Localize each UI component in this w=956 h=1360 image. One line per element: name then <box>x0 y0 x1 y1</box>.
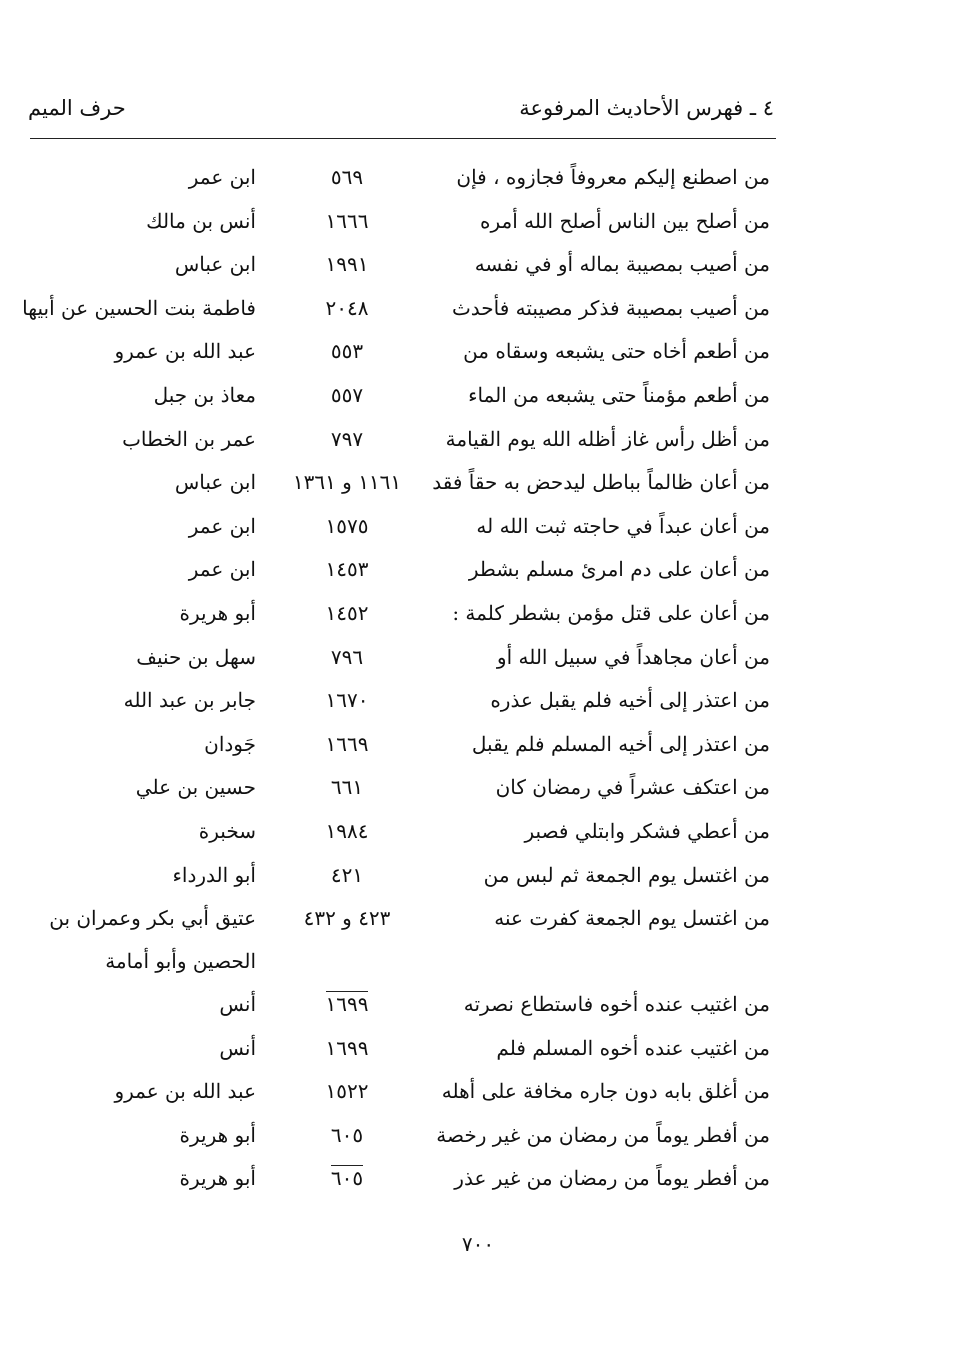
index-row <box>0 897 956 983</box>
hadith-number: ٥٥٣ <box>330 339 364 364</box>
index-row <box>0 1027 956 1071</box>
header-divider <box>30 138 776 139</box>
index-row <box>0 418 956 462</box>
hadith-number: ١٦٩٩ <box>325 1035 369 1060</box>
narrator: عبد الله بن عمرو <box>114 1079 256 1104</box>
hadith-text: من أعان عبداً في حاجته ثبت الله له <box>476 513 770 538</box>
hadith-text: من أعان على قتل مؤمن بشطر كلمة : <box>452 600 770 625</box>
index-row <box>0 766 956 810</box>
hadith-number: ١٤٥٢ <box>325 600 369 625</box>
hadith-text: من أصيب بمصيبة بماله أو في نفسه <box>474 252 770 277</box>
narrator: حسين بن علي <box>135 775 256 800</box>
hadith-text: من أفطر يوماً من رمضان من غير عذر <box>454 1166 770 1191</box>
hadith-number: ١٦٦٩ <box>325 731 369 756</box>
narrator: ابن عباس <box>174 470 256 495</box>
hadith-text: من اغتيب عنده أخوه المسلم فلم <box>496 1035 770 1060</box>
page-header <box>28 96 774 136</box>
hadith-number: ٦٦١ <box>330 775 364 800</box>
hadith-number: ١٥٧٥ <box>325 513 369 538</box>
hadith-number: ١٩٩١ <box>325 252 369 277</box>
index-row <box>0 723 956 767</box>
hadith-text: من أعان مجاهداً في سبيل الله أو <box>496 644 770 669</box>
hadith-index-list <box>0 156 956 1201</box>
hadith-number: ٢٠٤٨ <box>325 295 369 320</box>
narrator: سخبرة <box>198 818 256 843</box>
hadith-text: من أصلح بين الناس أصلح الله أمره <box>479 208 770 233</box>
index-row <box>0 1070 956 1114</box>
narrator: عتيق أبي بكر وعمران بن الحصين وأبو أمامة <box>49 906 256 974</box>
index-row <box>0 505 956 549</box>
index-row <box>0 548 956 592</box>
narrator: جَودان <box>204 731 256 756</box>
hadith-number: ١١٦١ و ١٣٦١ <box>292 470 402 495</box>
hadith-number: ١٦٧٠ <box>325 688 369 713</box>
narrator: فاطمة بنت الحسين عن أبيها <box>22 295 256 320</box>
hadith-number: ٧٩٧ <box>330 426 364 451</box>
index-row <box>0 156 956 200</box>
hadith-text: من أعان ظالماً بباطل ليدحض به حقاً فقد <box>432 470 770 495</box>
hadith-text: من أعطي فشكر وابتلي فصبر <box>524 818 770 843</box>
narrator: جابر بن عبد الله <box>123 688 256 713</box>
index-row <box>0 679 956 723</box>
index-title: ٤ ـ فهرس الأحاديث المرفوعة <box>519 96 774 120</box>
hadith-text: من اصطنع إليكم معروفاً فجازوه ، فإن <box>456 165 770 189</box>
hadith-text: من اعتذر إلى أخيه المسلم فلم يقبل <box>471 731 770 756</box>
hadith-number: ٥٥٧ <box>330 382 364 407</box>
narrator: عبد الله بن عمرو <box>114 339 256 364</box>
hadith-number: ١٩٨٤ <box>325 818 369 843</box>
hadith-text: من أظل رأس غاز أظله الله يوم القيامة <box>445 426 770 451</box>
index-row <box>0 374 956 418</box>
index-row <box>0 810 956 854</box>
hadith-text: من أطعم مؤمناً حتى يشبعه من الماء <box>468 382 770 407</box>
index-row <box>0 983 956 1027</box>
index-row <box>0 1157 956 1201</box>
hadith-text: من أفطر يوماً من رمضان من غير رخصة <box>436 1122 770 1147</box>
narrator: أبو الدرداء <box>172 862 256 887</box>
narrator: أبو هريرة <box>179 600 256 625</box>
hadith-text: من اغتسل يوم الجمعة ثم لبس من <box>483 862 770 887</box>
hadith-number: ١٦٩٩ <box>325 992 369 1017</box>
hadith-number: ٤٢٣ و ٤٣٢ <box>303 906 391 931</box>
hadith-text: من أطعم أخاه حتى يشبعه وسقاه من <box>463 339 770 364</box>
narrator: أبو هريرة <box>179 1122 256 1147</box>
hadith-number: ٦٠٥ <box>330 1166 364 1191</box>
index-row <box>0 592 956 636</box>
narrator: ابن عمر <box>188 557 256 582</box>
hadith-number: ٥٦٩ <box>330 165 364 189</box>
narrator: سهل بن حنيف <box>136 644 256 669</box>
letter-section: حرف الميم <box>28 96 126 120</box>
page-number: ٧٠٠ <box>461 1232 495 1256</box>
narrator: أنس <box>219 1035 256 1060</box>
narrator: ابن عمر <box>188 165 256 189</box>
hadith-number: ١٤٥٣ <box>325 557 369 582</box>
narrator: أبو هريرة <box>179 1166 256 1191</box>
hadith-number: ٤٢١ <box>330 862 364 887</box>
narrator: ابن عباس <box>174 252 256 277</box>
hadith-text: من اعتكف عشراً في رمضان كان <box>495 775 770 800</box>
hadith-text: من اغتسل يوم الجمعة كفرت عنه <box>494 906 770 931</box>
narrator: ابن عمر <box>188 513 256 538</box>
hadith-number: ٧٩٦ <box>330 644 364 669</box>
hadith-text: من اغتيب عنده أخوه فاستطاع نصرته <box>463 992 770 1017</box>
index-row <box>0 636 956 680</box>
narrator: أنس <box>219 992 256 1017</box>
hadith-text: من اعتذر إلى أخيه فلم يقبل عذره <box>490 688 770 713</box>
index-row <box>0 330 956 374</box>
index-row <box>0 200 956 244</box>
narrator: معاذ بن جبل <box>153 382 256 407</box>
hadith-number: ١٥٢٢ <box>325 1079 369 1104</box>
index-row <box>0 1114 956 1158</box>
narrator: أنس بن مالك <box>146 208 256 233</box>
index-row <box>0 461 956 505</box>
hadith-text: من أصيب بمصيبة فذكر مصيبته فأحدث <box>451 295 770 320</box>
hadith-number: ١٦٦٦ <box>325 208 369 233</box>
narrator: عمر بن الخطاب <box>122 426 256 451</box>
hadith-text: من أغلق بابه دون جاره مخافة على أهله <box>441 1079 770 1104</box>
index-row <box>0 243 956 287</box>
index-row <box>0 854 956 898</box>
index-row <box>0 287 956 331</box>
hadith-text: من أعان على دم امرئ مسلم بشطر <box>468 557 770 582</box>
hadith-number: ٦٠٥ <box>330 1122 364 1147</box>
